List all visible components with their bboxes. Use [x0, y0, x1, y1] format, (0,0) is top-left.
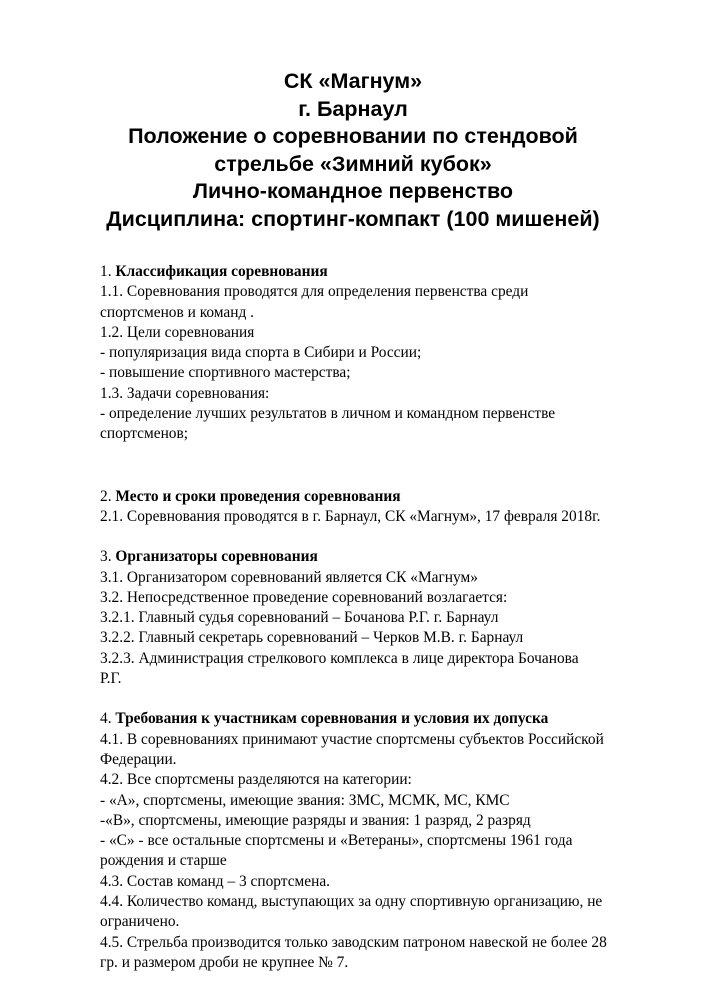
section-1-line: спортсменов и команд . [100, 303, 255, 321]
section-3-line: 3.2.3. Администрация стрелкового комплекса в лице директора Бочанова [100, 649, 579, 667]
section-4-line: 4.1. В соревнованиях принимают участие спортсмены субъектов Российской [100, 730, 604, 748]
section-1-line: 1.3. Задачи соревнования: [100, 384, 270, 402]
section-3-line: 3.2.1. Главный судья соревнований – Бочанова Р.Г. г. Барнаул [100, 609, 499, 627]
section-3-title: Организаторы соревнования [115, 548, 318, 566]
section-4-line: - «С» - все остальные спортсмены и «Ветераны», спортсмены 1961 года [100, 832, 573, 850]
section-1-line: спортсменов; [100, 425, 189, 443]
section-2-title: Место и сроки проведения соревнования [115, 487, 401, 505]
section-1-line: 1.1. Соревнования проводятся для определения первенства среди [100, 283, 529, 301]
section-2-line: 2.1. Соревнования проводятся в г. Барнаул, СК «Магнум», 17 февраля 2018г. [100, 507, 601, 525]
section-4-line: 4.4. Количество команд, выступающих за одну спортивную организацию, не [100, 893, 603, 911]
section-4-line: Федерации. [100, 750, 177, 768]
section-3-number: 3. [100, 548, 116, 566]
document-body [100, 262, 660, 973]
section-3-line: Р.Г. [100, 670, 122, 688]
section-1-title: Классификация соревнования [115, 263, 328, 280]
section-1-number: 1. [100, 263, 116, 280]
section-4-title: Требования к участникам соревнования и условия их допуска [115, 710, 549, 728]
title-line-1: Положение о соревновании по стендовой [128, 124, 578, 149]
discipline: Дисциплина: спортинг-компакт (100 мишеней) [106, 206, 600, 231]
title-line-2: стрельбе «Зимний кубок» [214, 151, 492, 176]
section-1-line: - определение лучших результатов в личном и командном первенстве [100, 405, 556, 423]
section-4-line: 4.2. Все спортсмены разделяются на категории: [100, 771, 412, 789]
section-4-line: рождения и старше [100, 852, 227, 870]
city-name: г. Барнаул [298, 96, 408, 121]
section-1-line: - повышение спортивного мастерства; [100, 364, 351, 382]
spacer [100, 689, 660, 709]
section-4-line: гр. и размером дроби не крупнее № 7. [100, 953, 349, 971]
section-1-line: - популяризация вида спорта в Сибири и России; [100, 344, 422, 362]
section-3-line: 3.2.2. Главный секретарь соревнований – Черков М.В. г. Барнаул [100, 629, 524, 647]
section-2-number: 2. [100, 487, 116, 505]
spacer [100, 445, 660, 487]
section-3-heading [100, 547, 660, 567]
section-4-line: ограничено. [100, 913, 180, 931]
spacer [100, 527, 660, 547]
section-1-line: 1.2. Цели соревнования [100, 323, 255, 341]
section-1-heading [100, 262, 660, 282]
club-name: СК «Магнум» [283, 69, 423, 93]
section-2-heading [100, 487, 660, 507]
document-header [0, 68, 706, 234]
section-4-line: 4.5. Стрельба производится только заводским патроном навеской не более 28 [100, 933, 607, 951]
section-3-line: 3.2. Непосредственное проведение соревнований возлагается: [100, 588, 508, 606]
championship-type: Лично-командное первенство [192, 179, 514, 204]
section-4-line: 4.3. Состав команд – 3 спортсмена. [100, 872, 331, 890]
section-3-line: 3.1. Организатором соревнований является СК «Магнум» [100, 568, 478, 586]
section-4-line: -«В», спортсмены, имеющие разряды и звания: 1 разряд, 2 разряд [100, 811, 531, 829]
section-4-heading [100, 709, 660, 729]
section-4-line: - «А», спортсмены, имеющие звания: ЗМС, МСМК, МС, КМС [100, 791, 510, 809]
section-4-number: 4. [100, 710, 116, 728]
